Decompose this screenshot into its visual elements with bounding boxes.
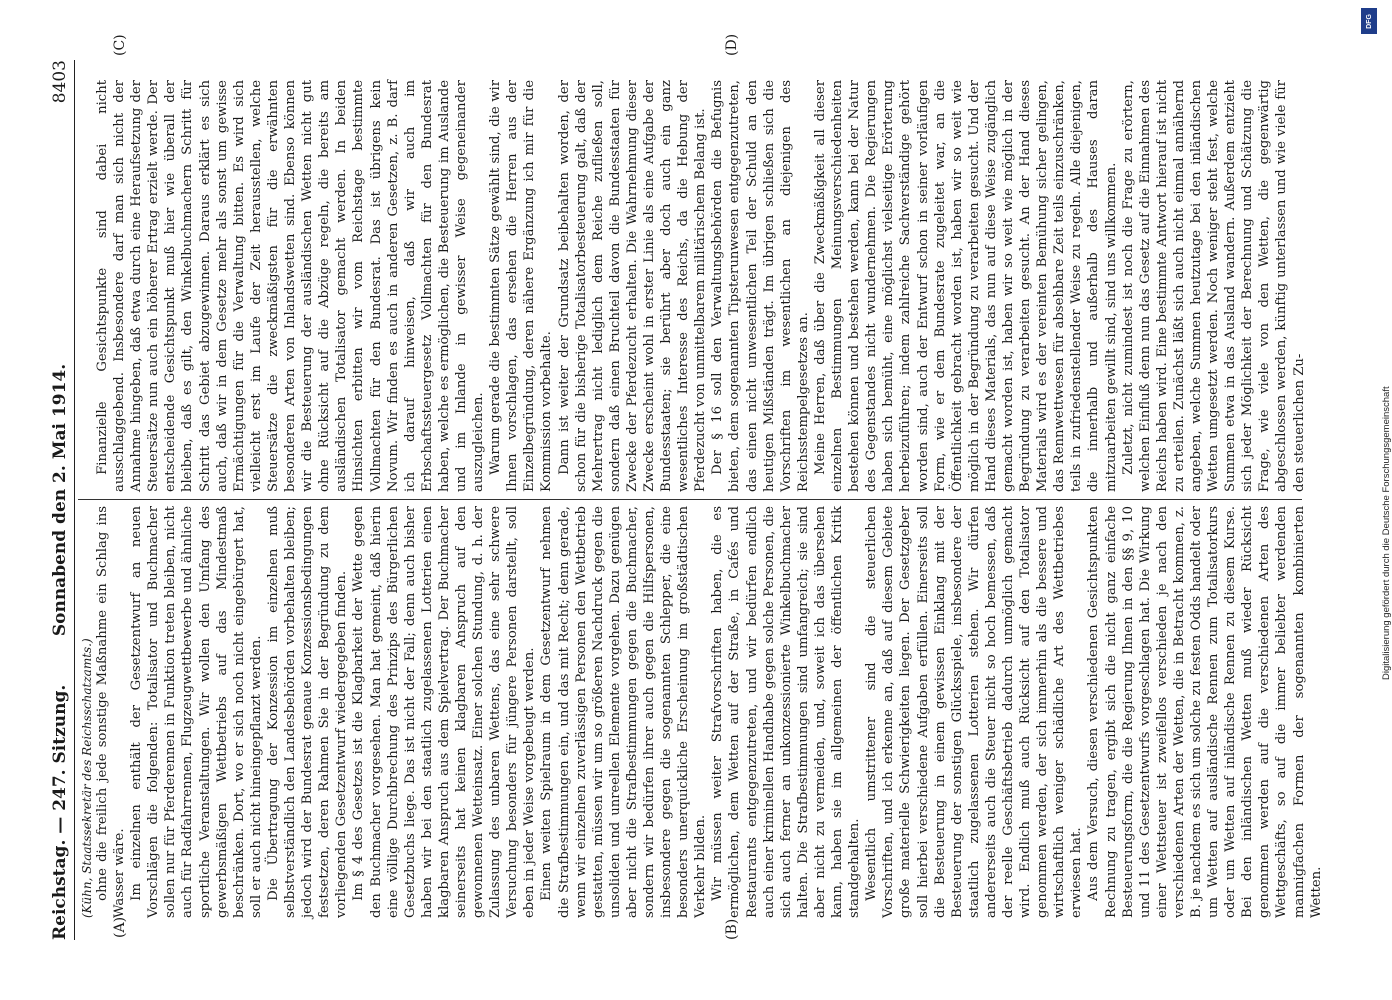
paragraph: Wir müssen weiter Strafvorschriften haben, die es ermöglichen, dem Wetten auf der Straße, in Cafés und Restaurants entgegenzutreten, und wir bedürfen endlich auch einer kriminellen Handhabe gegen solche Personen, die sich auch ferner an unkonzessionierte Winkelbuchmacher halten. Die Strafbestimmungen sind umfangreich; sie sind aber nicht zu vermeiden, und, soweit ich das übersehen kann, haben sie im allgemeinen der öffentlichen Kritik standgehalten.: [710, 506, 863, 918]
paragraph: Dann ist weiter der Grundsatz beibehalten worden, der schon für die bisherige Totalisatorbesteuerung galt, daß der Mehrertrag nicht lediglich dem Reiche zufließen soll, sondern daß einen Bruchteil davon die Bundesstaaten für Zwecke der Pferdezucht erhalten. Die Wahrnehmung dieser Zwecke erscheint wohl in erster Linie als eine Aufgabe der Bundesstaaten; sie berührt aber doch auch ein ganz wesentliches Interesse des Reichs, da die Hebung der Pferdezucht von unmittelbarem militärischem Belang ist.: [556, 80, 709, 492]
right-column: [94, 80, 1307, 492]
margin-marker-c: (C): [112, 34, 128, 56]
paragraph: Der § 16 soll den Verwaltungsbehörden die Befugnis bieten, dem sogenannten Tipsterunwesen entgegenzutreten, das einen nicht unwesentlichen Teil der Schuld an den heutigen Mißständen trägt. Im übrigen schließen sich die Vorschriften im wesentlichen an diejenigen des Reichsstempelgesetzes an.: [710, 80, 811, 492]
paragraph: Aus dem Versuch, diesen verschiedenen Gesichtspunkten Rechnung zu tragen, ergibt sich die nicht ganz einfache Besteuerungsform, die die Regierung Ihnen in den §§ 9, 10 und 11 des Gesetzentwurfs vorgeschlagen hat. Die Wirkung einer Wettsteuer ist zweifellos verschieden je nach den verschiedenen Arten der Wetten, die in Betracht kommen, z. B. je nachdem es sich um solche zu festen Odds handelt oder um Wetten auf ausländische Rennen zum Totalisatorkurs oder um Wetten auf inländische Rennen zu diesem Kurse. Bei den inländischen Wetten muß wieder Rücksicht genommen werden auf die verschiedenen Arten des Wettgeschäfts, so auf die immer beliebter werdenden mannigfachen Formen der sogenannten kombinierten Wetten.: [1086, 506, 1324, 918]
digitization-strip: [1355, 0, 1392, 1000]
speaker-note: (Kühn, Staatssekretär des Reichsschatzamts.): [80, 638, 94, 918]
dfg-logo: DFG: [1361, 8, 1377, 34]
page-number: 8403: [50, 60, 70, 104]
paragraph: Einen weiten Spielraum in dem Gesetzentwurf nehmen die Strafbestimmungen ein, und das mit Recht; denn gerade, wenn wir einzelnen zuverlässigen Personen den Wettbetrieb gestatten, müssen wir um so größeren Nachdruck gegen die unsoliden und unreellen Elemente vorgehen. Dazu genügen aber nicht die Strafbestimmungen gegen die Buchmacher, sondern wir bedürfen ihrer auch gegen die Hilfspersonen, insbesondere gegen die sogenannten Schlepper, die eine besonders unerquickliche Erscheinung im großstädtischen Verkehr bilden.: [539, 506, 709, 918]
header-date: Sonnabend den 2. Mai 1914.: [50, 363, 70, 637]
digitization-note: Digitalisierung gefördert durch die Deutsche Forschungsgemeinschaft: [1381, 386, 1392, 680]
margin-marker-b: (B): [724, 918, 740, 940]
paragraph: Wesentlich umstrittener sind die steuerlichen Vorschriften, und ich erkenne an, daß auf diesem Gebiete große materielle Schwierigkeiten liegen. Der Gesetzgeber soll hierbei verschiedene Aufgaben erfüllen. Einerseits soll die Besteuerung in einem gewissen Einklang mit der Besteuerung der sonstigen Glücksspiele, insbesondere der staatlich zugelassenen Lotterien stehen. Wir dürfen andererseits auch die Steuer nicht so hoch bemessen, daß der reelle Geschäftsbetrieb dadurch unmöglich gemacht wird. Endlich muß auch Rücksicht auf den Totalisator genommen werden, der sich immerhin als die bessere und wirtschaftlich weniger schädliche Art des Wettbetriebes erwiesen hat.: [864, 506, 1085, 918]
paragraph: Finanzielle Gesichtspunkte sind dabei nicht ausschlaggebend. Insbesondere darf man sich nicht der Annahme hingeben, daß etwa durch eine Heraufsetzung der Steuersätze nun auch ein höherer Ertrag erzielt werde. Der entscheidende Gesichtspunkt muß hier wie überall der bleiben, daß es gilt, den Winkelbuchmachern Schritt für Schritt das Gebiet abzugewinnen. Daraus erklärt es sich auch, daß wir in dem Gesetze mehr als sonst um gewisse Ermächtigungen für die Verwaltung bitten. Es wird sich vielleicht erst im Laufe der Zeit herausstellen, welche Steuersätze die zweckmäßigsten für die erwähnten besonderen Arten von Inlandswetten sind. Ebenso können wir die Besteuerung der ausländischen Wetten nicht gut ohne Rücksicht auf die Abzüge regeln, die bereits am ausländischen Totalisator gemacht werden. In beiden Hinsichten erbitten wir vom Reichstage bestimmte Vollmachten für den Bundesrat. Das ist übrigens kein Novum. Wir finden es auch in anderen Gesetzen, z. B. darf ich darauf hinweisen, daß wir auch im Erbschaftssteuergesetz Vollmachten für den Bundesrat haben, welche es ermöglichen, die Besteuerung im Auslande und im Inlande in gewisser Weise gegeneinander auszugleichen.: [95, 80, 487, 492]
paragraph: Im einzelnen enthält der Gesetzentwurf an neuen Vorschlägen die folgenden: Totalisator und Buchmacher sollen nur für Pferderennen in Funktion treten bleiben, nicht auch für Radfahrrennen, Flugzeugwettbewerbe und ähnliche sportliche Veranstaltungen. Wir wollen den Umfang des gewerbsmäßigen Wettbetriebs auf das Mindestmaß beschränken. Dort, wo er sich noch nicht eingebürgert hat, soll er auch nicht hineingepflanzt werden.: [129, 506, 264, 918]
paragraph: Im § 4 des Gesetzes ist die Klagbarkeit der Wette gegen den Buchmacher vorgesehen. Man hat gemeint, daß hierin eine völlige Durchbrechung des Prinzips des Bürgerlichen Gesetzbuchs liege. Das ist nicht der Fall; denn auch bisher haben wir bei den staatlich zugelassenen Lotterien einen klagbaren Anspruch aus dem Spielvertrag. Der Buchmacher seinerseits hat keinen klagbaren Anspruch auf den gewonnenen Wetteinsatz. Einer solchen Stundung, d. h. der Zulassung des unbaren Wettens, das eine sehr schwere Versuchung besonders für jüngere Personen darstellt, soll eben in jeder Weise vorgebeugt werden.: [351, 506, 538, 918]
paragraph: Warum gerade die bestimmten Sätze gewählt sind, die wir Ihnen vorschlagen, das ersehen die Herren aus der Einzelbegründung, deren nähere Ergänzung ich mir für die Kommission vorbehalte.: [488, 80, 555, 492]
margin-marker-a: (A): [112, 916, 128, 938]
margin-marker-d: (D): [724, 33, 740, 56]
paragraph: Meine Herren, daß über die Zweckmäßigkeit all dieser einzelnen Bestimmungen Meinungsverschiedenheiten bestehen können und bestehen werden, kann bei der Natur des Gegenstandes nicht wundernehmen. Die Regierungen haben sich bemüht, eine möglichst vielseitige Erörterung herbeizuführen; indem zahlreiche Sachverständige gehört worden sind, auch der Entwurf schon in seiner vorläufigen Form, wie er dem Bundesrate zugeleitet war, an die Öffentlichkeit gebracht worden ist, haben wir so weit wie möglich in der Begründung zu verarbeiten gesucht. Und der Hand dieses Materials, das nun auf diese Weise zugänglich gemacht worden ist, haben wir so weit wie möglich in der Begründung zu verarbeiten gesucht. An der Hand dieses Materials wird es der vereinten Bemühung sicher gelingen, das Rennwettwesen für absehbare Zeit teils einzuschränken, teils in zufriedenstellender Weise zu regeln. Alle diejenigen, die innerhalb und außerhalb des Hauses daran mitzuarbeiten gewillt sind, sind uns willkommen.: [812, 80, 1119, 492]
page-header: [50, 60, 75, 940]
paragraph: Zuletzt, nicht zumindest ist noch die Frage zu erörtern, welchen Einfluß denn nun das Gesetz auf die Einnahmen des Reichs haben wird. Eine bestimmte Antwort hierauf ist nicht zu erteilen. Zunächst läßt sich auch nicht einmal annähernd angeben, welche Summen heutzutage bei den inländischen Wetten umgesetzt werden. Noch weniger steht fest, welche Summen etwa in das Ausland wandern. Außerdem entzieht sich jeder Möglichkeit der Berechnung und Schätzung die Frage, wie viele von den Wetten, die gegenwärtig abgeschlossen werden, künftig unterlassen und wie viele für den steuerlichen Zu-: [1120, 80, 1307, 492]
column-divider: [78, 499, 1302, 500]
header-left: Reichstag. — 247. Sitzung.: [50, 684, 70, 940]
paragraph: Die Übertragung der Konzession im einzelnen muß selbstverständlich den Landesbehörden vorbehalten bleiben; jedoch wird der Bundesrat genaue Konzessionsbedingungen festsetzen, deren Rahmen Sie in der Begründung zu dem vorliegenden Gesetzentwurf wiedergegeben finden.: [265, 506, 350, 918]
left-column: [94, 506, 1324, 918]
paragraph: ohne die freilich jede sonstige Maßnahme ein Schlag ins Wasser wäre.: [95, 506, 128, 918]
